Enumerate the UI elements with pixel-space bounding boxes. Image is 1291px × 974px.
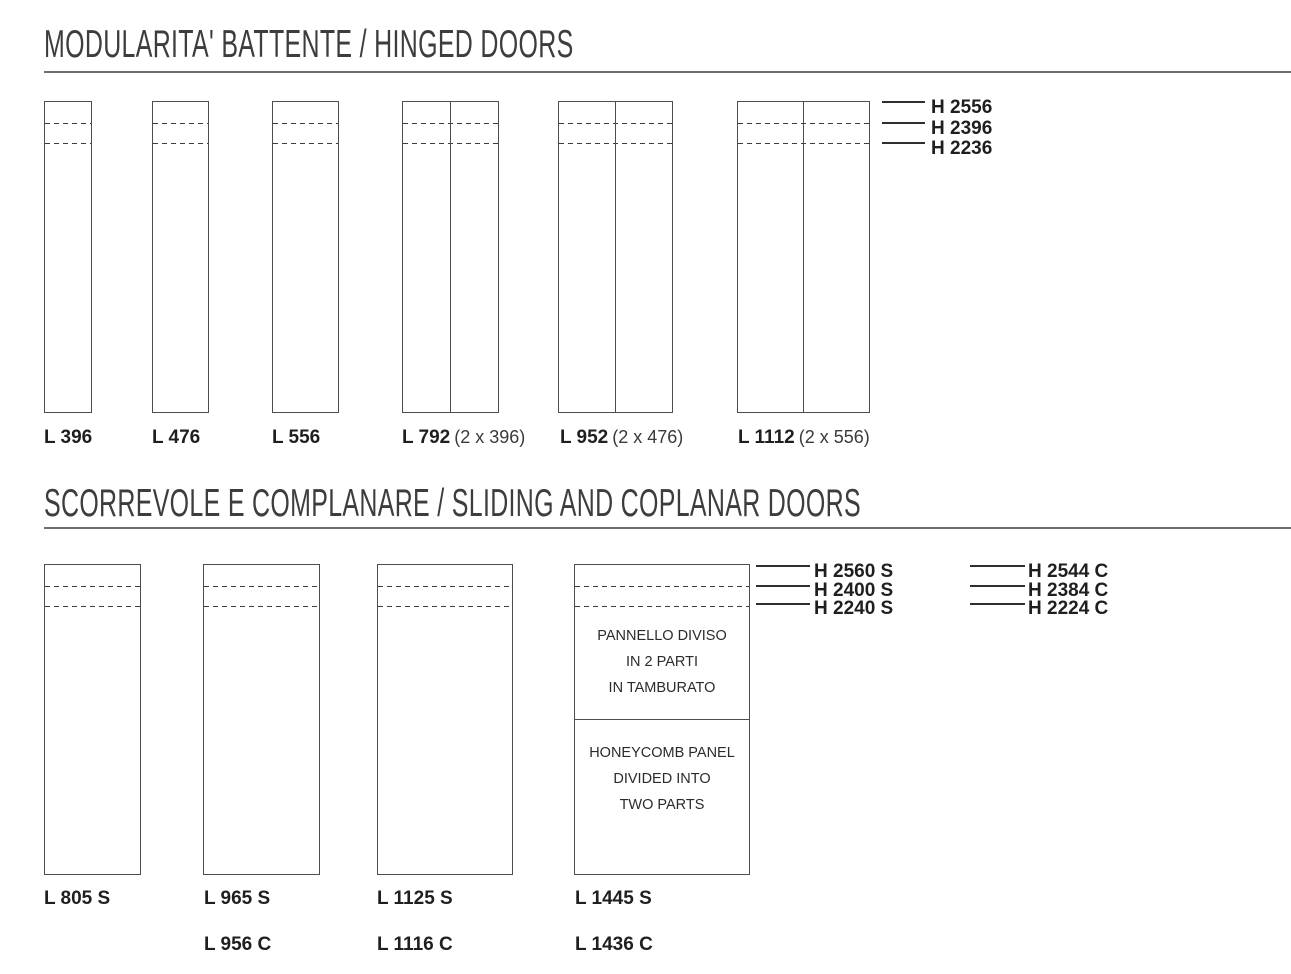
height-leader-line [970, 585, 1025, 587]
door-l1125s [377, 564, 513, 875]
door-size-label-coplanar [204, 934, 271, 956]
panel-note-italian [575, 623, 749, 701]
height-leader-line [970, 565, 1025, 567]
door-size-label-sliding [575, 888, 652, 910]
door-size-value: L 396 [44, 427, 93, 448]
door-size-note: (2 x 556) [798, 427, 870, 447]
door-size-value: L 1112 [738, 427, 795, 448]
height-dash-line [45, 606, 140, 607]
door-l965s [203, 564, 320, 875]
panel-note-line: HONEYCOMB PANEL [589, 745, 735, 761]
door-size-label-sliding [377, 888, 453, 910]
door-size-label [272, 426, 324, 449]
door-size-label [402, 426, 525, 449]
door-size-label [560, 426, 683, 449]
door-l952 [558, 101, 673, 413]
door-l476 [152, 101, 209, 413]
height-label-h2544c: H 2544 C [1028, 561, 1109, 582]
door-size-value: L 1125 S [377, 888, 453, 909]
height-dash-line [273, 123, 338, 124]
height-leader-line [882, 101, 925, 103]
door-size-note: (2 x 396) [454, 427, 526, 447]
height-dash-line [378, 586, 512, 587]
height-label-h2236: H 2236 [931, 138, 993, 159]
height-dash-line [45, 143, 91, 144]
height-label-h2384c: H 2384 C [1028, 580, 1109, 601]
door-size-value: L 1445 S [575, 888, 652, 909]
height-leader-line [756, 603, 810, 605]
door-size-label [44, 426, 96, 449]
door-l1112 [737, 101, 870, 413]
panel-divider-line [575, 719, 749, 720]
door-size-value: L 792 [402, 427, 451, 448]
height-dash-line [575, 586, 749, 587]
door-size-value: L 1436 C [575, 934, 653, 955]
door-size-value: L 1116 C [377, 934, 453, 955]
panel-note-line: IN TAMBURATO [608, 680, 716, 696]
height-leader-line [882, 142, 925, 144]
height-dash-line [575, 606, 749, 607]
door-l556 [272, 101, 339, 413]
door-size-label-sliding [204, 888, 270, 910]
door-size-value: L 956 C [204, 934, 272, 955]
height-dash-line [204, 586, 319, 587]
panel-note-line: PANNELLO DIVISO [597, 628, 727, 644]
height-leader-line [756, 585, 810, 587]
door-size-label-sliding [44, 888, 110, 910]
door-size-note: (2 x 476) [612, 427, 684, 447]
panel-note-line: TWO PARTS [619, 797, 705, 813]
height-leader-line [882, 122, 925, 124]
height-dash-line [45, 123, 91, 124]
height-dash-line [273, 143, 338, 144]
height-dash-line [204, 606, 319, 607]
height-label-h2556: H 2556 [931, 97, 993, 118]
door-l396 [44, 101, 92, 413]
height-label-h2240s: H 2240 S [814, 598, 894, 619]
door-size-label-coplanar [575, 934, 653, 956]
door-split-line [615, 102, 616, 412]
panel-note-line: DIVIDED INTO [613, 771, 711, 787]
panel-note-line: IN 2 PARTI [626, 654, 698, 670]
height-dash-line [378, 606, 512, 607]
height-label-h2400s: H 2400 S [814, 580, 894, 601]
door-split-line [450, 102, 451, 412]
door-size-value: L 805 S [44, 888, 111, 909]
door-l805s [44, 564, 141, 875]
door-size-label-coplanar [377, 934, 453, 956]
section1-rule [44, 71, 1291, 73]
section1-title: MODULARITA' BATTENTE / HINGED DOORS [44, 23, 574, 66]
height-label-h2224c: H 2224 C [1028, 598, 1109, 619]
height-dash-line [153, 123, 208, 124]
height-label-h2560s: H 2560 S [814, 561, 894, 582]
door-size-value: L 476 [152, 427, 201, 448]
door-size-value: L 556 [272, 427, 321, 448]
door-size-label [152, 426, 204, 449]
door-size-value: L 965 S [204, 888, 271, 909]
section2-title: SCORREVOLE E COMPLANARE / SLIDING AND COPLANAR DOORS [44, 482, 861, 525]
door-l1445s-divided-panel [574, 564, 750, 875]
height-leader-line [756, 565, 810, 567]
door-size-value: L 952 [560, 427, 609, 448]
height-label-h2396: H 2396 [931, 118, 993, 139]
panel-note-english [575, 740, 749, 818]
height-dash-line [153, 143, 208, 144]
door-l792 [402, 101, 499, 413]
section2-rule [44, 527, 1291, 529]
door-split-line [803, 102, 804, 412]
door-size-label [738, 426, 870, 449]
height-dash-line [45, 586, 140, 587]
height-leader-line [970, 603, 1025, 605]
